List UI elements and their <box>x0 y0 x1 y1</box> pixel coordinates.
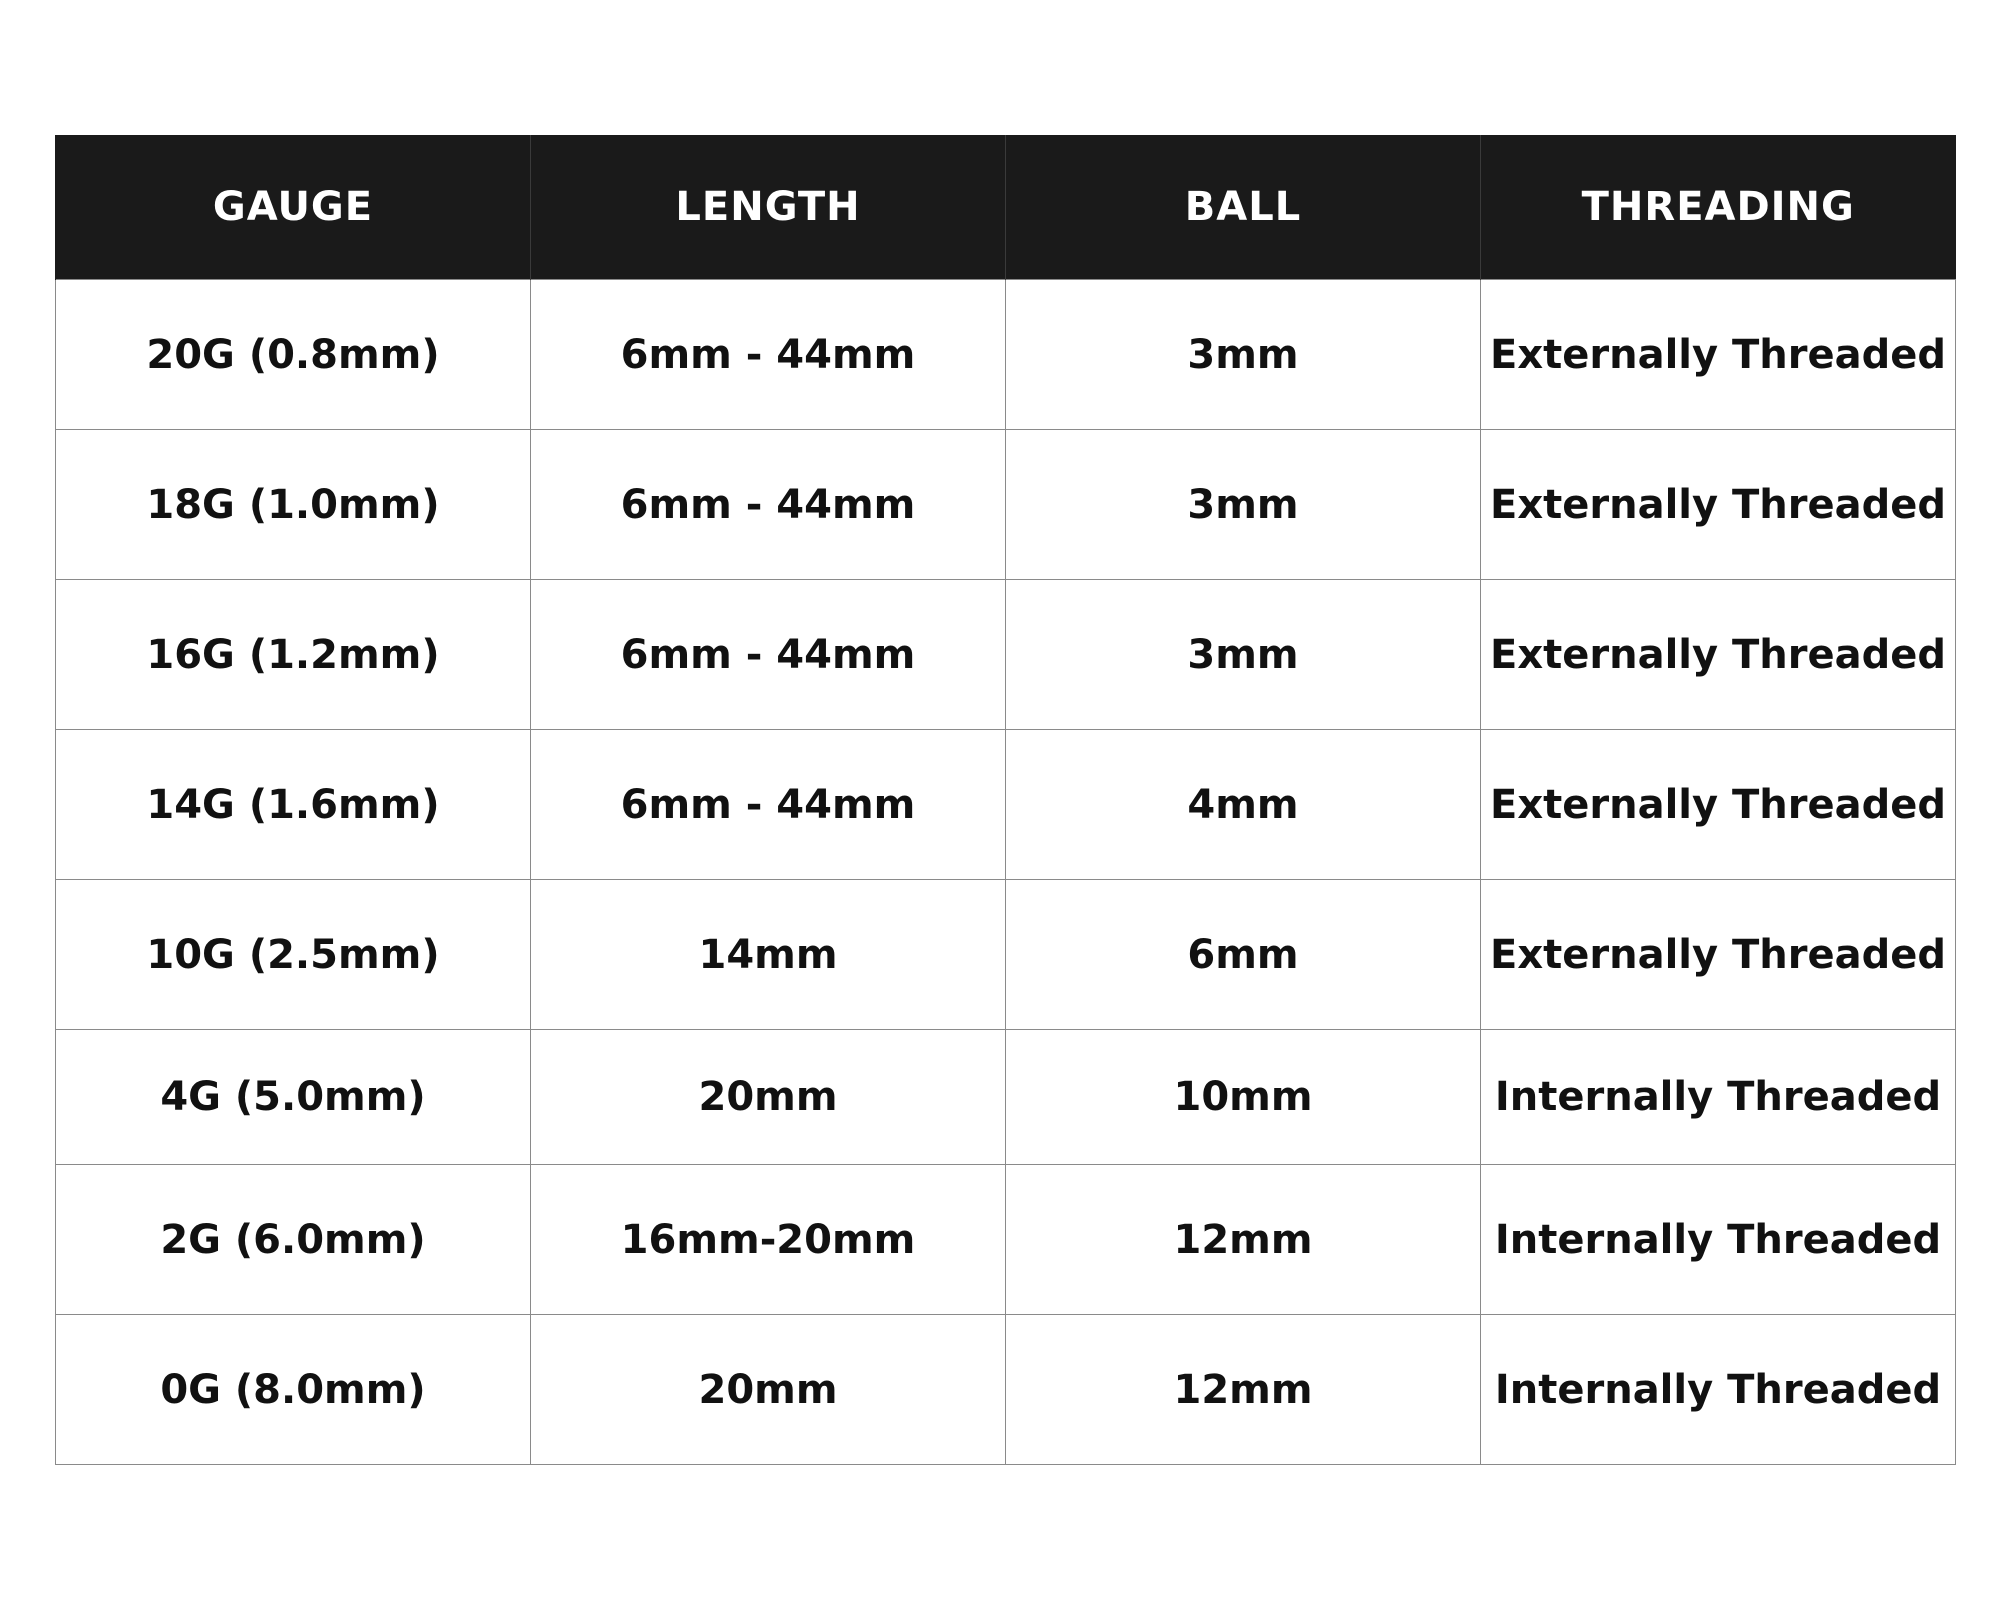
cell-ball: 12mm <box>1006 1315 1481 1465</box>
cell-ball: 3mm <box>1006 580 1481 730</box>
cell-gauge: 0G (8.0mm) <box>56 1315 531 1465</box>
table-row <box>56 430 1956 580</box>
cell-ball: 4mm <box>1006 730 1481 880</box>
cell-length: 6mm - 44mm <box>531 730 1006 880</box>
table-row <box>56 580 1956 730</box>
cell-length: 6mm - 44mm <box>531 580 1006 730</box>
table-row <box>56 280 1956 430</box>
cell-ball: 12mm <box>1006 1165 1481 1315</box>
table-row <box>56 1315 1956 1465</box>
header-length: LENGTH <box>531 135 1006 280</box>
cell-length: 16mm-20mm <box>531 1165 1006 1315</box>
header-threading: THREADING <box>1481 135 1956 280</box>
cell-ball: 10mm <box>1006 1030 1481 1165</box>
cell-gauge: 16G (1.2mm) <box>56 580 531 730</box>
size-chart-table <box>55 135 1956 1465</box>
cell-gauge: 14G (1.6mm) <box>56 730 531 880</box>
cell-threading: Internally Threaded <box>1481 1165 1956 1315</box>
cell-gauge: 2G (6.0mm) <box>56 1165 531 1315</box>
cell-threading: Externally Threaded <box>1481 580 1956 730</box>
cell-length: 6mm - 44mm <box>531 280 1006 430</box>
table-row <box>56 730 1956 880</box>
cell-threading: Internally Threaded <box>1481 1315 1956 1465</box>
cell-threading: Externally Threaded <box>1481 280 1956 430</box>
cell-ball: 6mm <box>1006 880 1481 1030</box>
table-row <box>56 1030 1956 1165</box>
table-body <box>56 280 1956 1465</box>
cell-gauge: 18G (1.0mm) <box>56 430 531 580</box>
cell-length: 6mm - 44mm <box>531 430 1006 580</box>
cell-threading: Internally Threaded <box>1481 1030 1956 1165</box>
header-row <box>56 135 1956 280</box>
cell-length: 20mm <box>531 1315 1006 1465</box>
header-gauge: GAUGE <box>56 135 531 280</box>
cell-threading: Externally Threaded <box>1481 730 1956 880</box>
cell-threading: Externally Threaded <box>1481 880 1956 1030</box>
cell-length: 14mm <box>531 880 1006 1030</box>
cell-gauge: 10G (2.5mm) <box>56 880 531 1030</box>
table-row <box>56 1165 1956 1315</box>
cell-gauge: 4G (5.0mm) <box>56 1030 531 1165</box>
cell-threading: Externally Threaded <box>1481 430 1956 580</box>
table-header <box>56 135 1956 280</box>
cell-ball: 3mm <box>1006 280 1481 430</box>
table-row <box>56 880 1956 1030</box>
cell-length: 20mm <box>531 1030 1006 1165</box>
cell-ball: 3mm <box>1006 430 1481 580</box>
cell-gauge: 20G (0.8mm) <box>56 280 531 430</box>
header-ball: BALL <box>1006 135 1481 280</box>
